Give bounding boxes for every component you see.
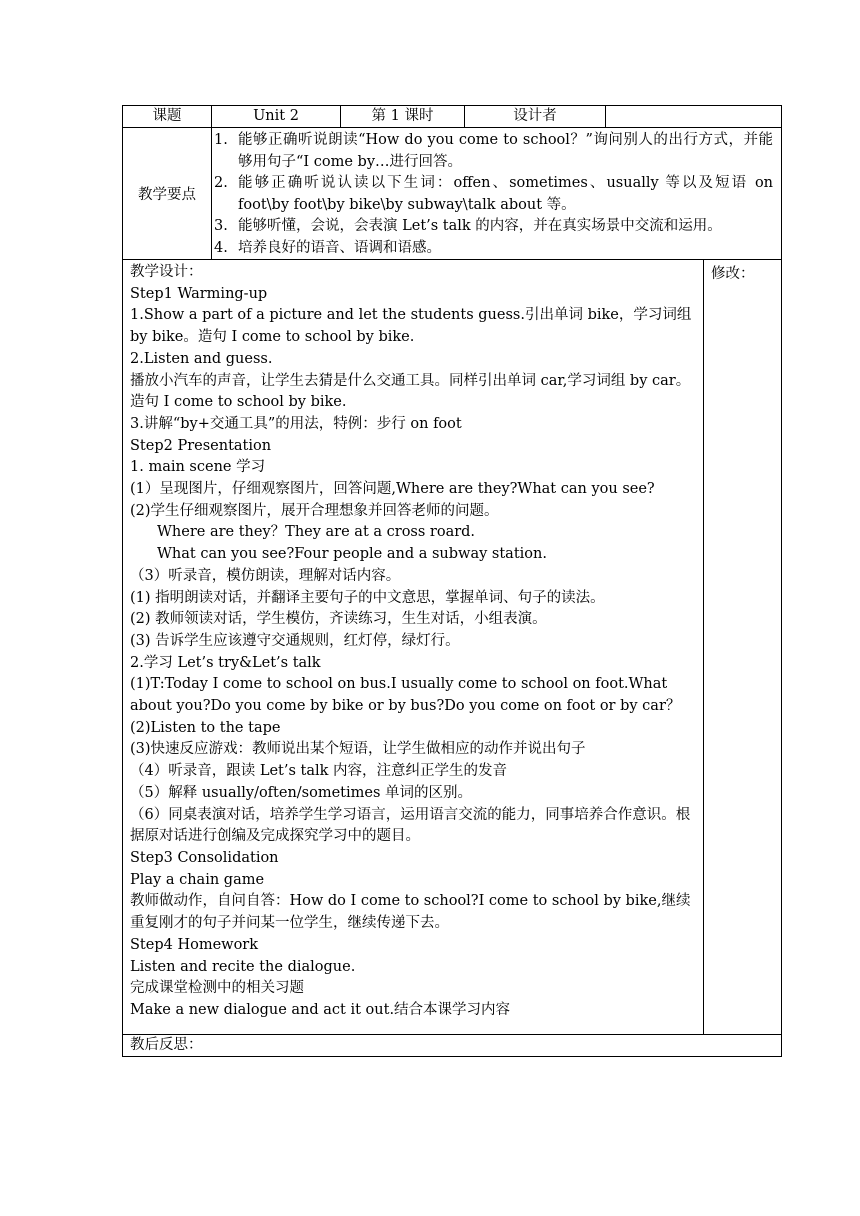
design-line: (1) 指明朗读对话，并翻译主要句子的中文意思，掌握单词、句子的读法。 bbox=[130, 589, 605, 606]
goal-item bbox=[214, 130, 774, 173]
goal-number: 2. bbox=[214, 175, 228, 191]
design-line: (1)T:Today I come to school on bus.I usually come to school on foot.What about you?Do you come by bike or by bus?Do you come on foot or by car？ bbox=[130, 676, 681, 715]
design-row bbox=[123, 260, 782, 1035]
design-line: 教学设计： bbox=[130, 264, 203, 280]
reflection-label: 教后反思： bbox=[123, 1035, 782, 1057]
goals-row bbox=[123, 128, 782, 260]
goal-text: 能够听懂，会说，会表演 Let’s talk 的内容，并在真实场景中交流和运用。 bbox=[238, 218, 722, 234]
design-line: (2)学生仔细观察图片，展开合理想象并回答老师的问题。 bbox=[130, 502, 499, 519]
design-line: (3)快速反应游戏：教师说出某个短语，让学生做相应的动作并说出句子 bbox=[130, 741, 586, 758]
goal-text: 培养良好的语音、语调和语感。 bbox=[238, 239, 441, 256]
design-line: (1）呈现图片，仔细观察图片，回答问题,Where are they?What can you see? bbox=[130, 481, 655, 498]
design-line: 1. main scene 学习 bbox=[130, 459, 266, 476]
topic-label: 课题 bbox=[123, 106, 212, 128]
design-line: (3) 告诉学生应该遵守交通规则，红灯停，绿灯行。 bbox=[130, 632, 460, 649]
period-label: 第 1 课时 bbox=[341, 106, 465, 128]
design-line: (2) 教师领读对话，学生模仿，齐读练习，生生对话，小组表演。 bbox=[130, 611, 547, 628]
design-line: Step2 Presentation bbox=[130, 437, 272, 454]
design-line: 2.学习 Let’s try&Let’s talk bbox=[130, 654, 321, 671]
goals-cell bbox=[212, 128, 782, 260]
reflection-row bbox=[123, 1035, 782, 1057]
design-line: Make a new dialogue and act it out.结合本课学习内容 bbox=[130, 1001, 511, 1018]
design-line: Play a chain game bbox=[130, 871, 265, 888]
design-line: （6）同桌表演对话，培养学生学习语言，运用语言交流的能力，同事培养合作意识。根据原对话进行创编及完成探究学习中的题目。 bbox=[130, 806, 691, 845]
design-line: Listen and recite the dialogue. bbox=[130, 958, 356, 975]
design-line: 1.Show a part of a picture and let the students guess.引出单词 bike，学习词组 by bike。造句 I come to school by bike. bbox=[130, 307, 692, 346]
designer-value bbox=[606, 106, 782, 128]
goal-text: 能够正确听说认读以下生词：offen、sometimes、usually 等以及短语 on foot\by foot\by bike\by subway\talk about 等。 bbox=[238, 175, 774, 213]
goal-number: 1. bbox=[214, 132, 228, 148]
goal-item bbox=[214, 216, 773, 238]
design-line: What can you see?Four people and a subway station. bbox=[157, 546, 547, 563]
design-line: （3）听录音，模仿朗读，理解对话内容。 bbox=[130, 567, 401, 584]
lesson-plan-table bbox=[122, 105, 782, 1057]
design-line: Step3 Consolidation bbox=[130, 849, 279, 866]
design-line: （4）听录音，跟读 Let’s talk 内容，注意纠正学生的发音 bbox=[130, 763, 508, 780]
goals-label: 教学要点 bbox=[123, 128, 212, 260]
design-line: Step1 Warming-up bbox=[130, 285, 268, 302]
design-line: 完成课堂检测中的相关习题 bbox=[130, 980, 304, 997]
design-line: Step4 Homework bbox=[130, 936, 259, 953]
design-line: 播放小汽车的声音，让学生去猜是什么交通工具。同样引出单词 car,学习词组 by car。造句 I come to school by bike. bbox=[130, 372, 691, 411]
design-line: （5）解释 usually/often/sometimes 单词的区别。 bbox=[130, 784, 473, 801]
designer-label: 设计者 bbox=[465, 106, 606, 128]
design-line: (2)Listen to the tape bbox=[130, 719, 281, 736]
goal-number: 4. bbox=[214, 239, 228, 256]
goals-list bbox=[212, 128, 781, 259]
revise-label: 修改： bbox=[704, 260, 782, 1035]
goal-item bbox=[214, 238, 773, 260]
goal-number: 3. bbox=[214, 218, 228, 234]
header-row bbox=[123, 106, 782, 128]
design-line: 3.讲解“by+交通工具”的用法，特例：步行 on foot bbox=[130, 415, 462, 432]
design-line: Where are they？They are at a cross roard. bbox=[157, 524, 476, 541]
design-line: 教师做动作，自问自答：How do I come to school?I come to school by bike,继续重复刚才的句子并问某一位学生，继续传递下去。 bbox=[130, 893, 691, 932]
topic-value: Unit 2 bbox=[212, 106, 341, 128]
design-line: 2.Listen and guess. bbox=[130, 350, 273, 367]
goal-text: 能够正确听说朗读“How do you come to school？”询问别人的出行方式，并能够用句子“I come by…进行回答。 bbox=[238, 132, 774, 170]
goal-item bbox=[214, 173, 774, 216]
design-cell bbox=[123, 260, 704, 1035]
